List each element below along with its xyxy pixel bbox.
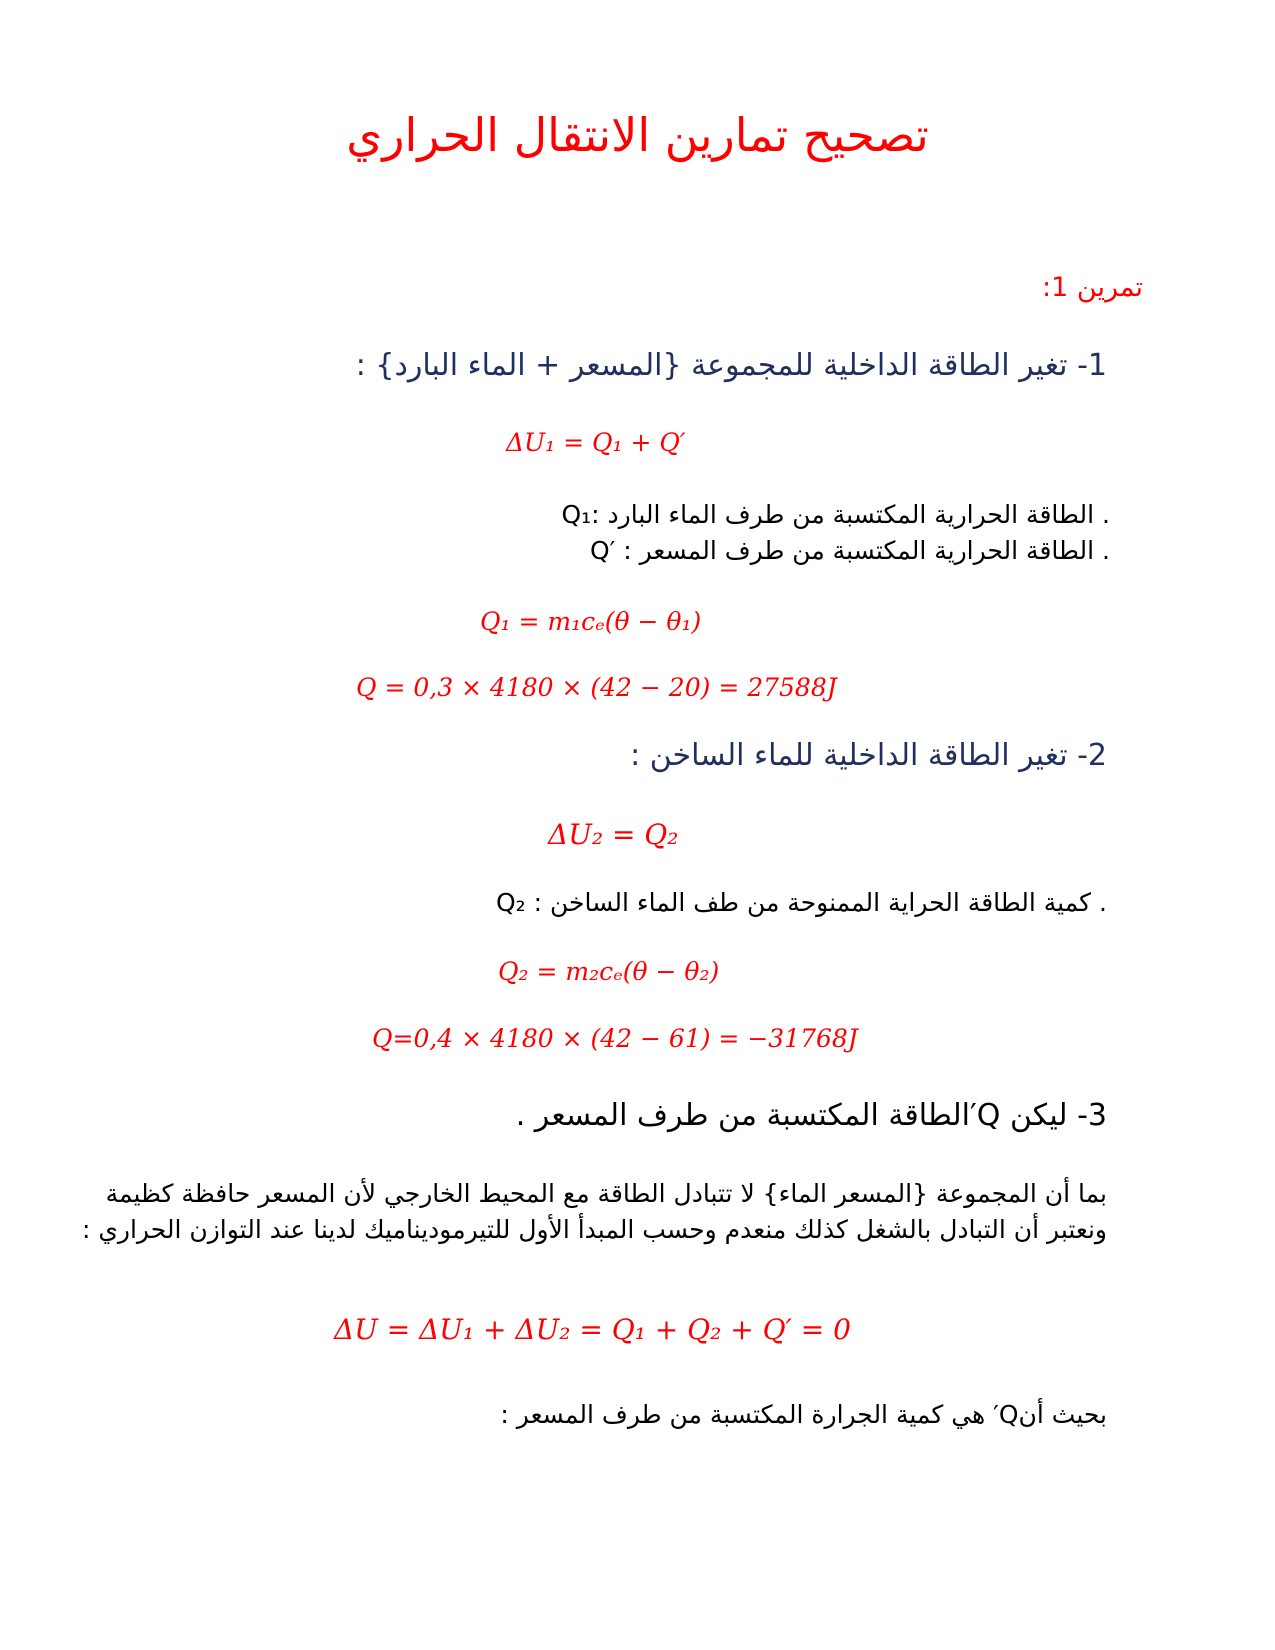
section-2-heading: 2- تغير الطاقة الداخلية للماء الساخن :	[630, 738, 1107, 773]
section-1-heading: 1- تغير الطاقة الداخلية للمجموعة {المسعر + الماء البارد} :	[355, 348, 1107, 383]
definition-q1: Q₁: الطاقة الحرارية المكتسبة من طرف الماء البارد .	[561, 500, 1110, 529]
equation-q2-value: Q=0,4 × 4180 × (42 − 61) = −31768J	[372, 1024, 858, 1053]
section-3-heading: 3- ليكن Q′الطاقة المكتسبة من طرف المسعر .	[515, 1098, 1107, 1133]
definition-q-prime: Q′ : الطاقة الحرارية المكتسبة من طرف المسعر .	[589, 536, 1110, 565]
explanation-paragraph: بما أن المجموعة {المسعر الماء} لا تتبادل الطاقة مع المحيط الخارجي لأن المسعر حافظة كظيمة ونعتبر أن التبادل بالشغل كذلك منعدم وحسب المبدأ الأول للتيرموديناميك لدينا عند التوازن الحراري :	[81, 1179, 1107, 1244]
final-line: بحيث أنQ′ هي كمية الجرارة المكتسبة من طرف المسعر :	[500, 1400, 1107, 1429]
equation-total-energy: ΔU = ΔU₁ + ΔU₂ = Q₁ + Q₂ + Q′ = 0	[334, 1313, 851, 1346]
equation-q2-formula: Q₂ = m₂cₑ(θ − θ₂)	[498, 957, 720, 986]
exercise-label: تمرين 1:	[1042, 272, 1143, 303]
equation-q1-formula: Q₁ = m₁cₑ(θ − θ₁)	[480, 607, 702, 636]
page-title: تصحيح تمارين الانتقال الحراري	[346, 108, 929, 162]
equation-delta-u2: ΔU₂ = Q₂	[548, 818, 679, 851]
equation-delta-u1: ΔU₁ = Q₁ + Q′	[506, 428, 686, 457]
definition-q2: Q₂ : كمية الطاقة الحراية الممنوحة من طف الماء الساخن .	[495, 888, 1107, 917]
equation-q1-value: Q = 0,3 × 4180 × (42 − 20) = 27588J	[356, 673, 837, 702]
